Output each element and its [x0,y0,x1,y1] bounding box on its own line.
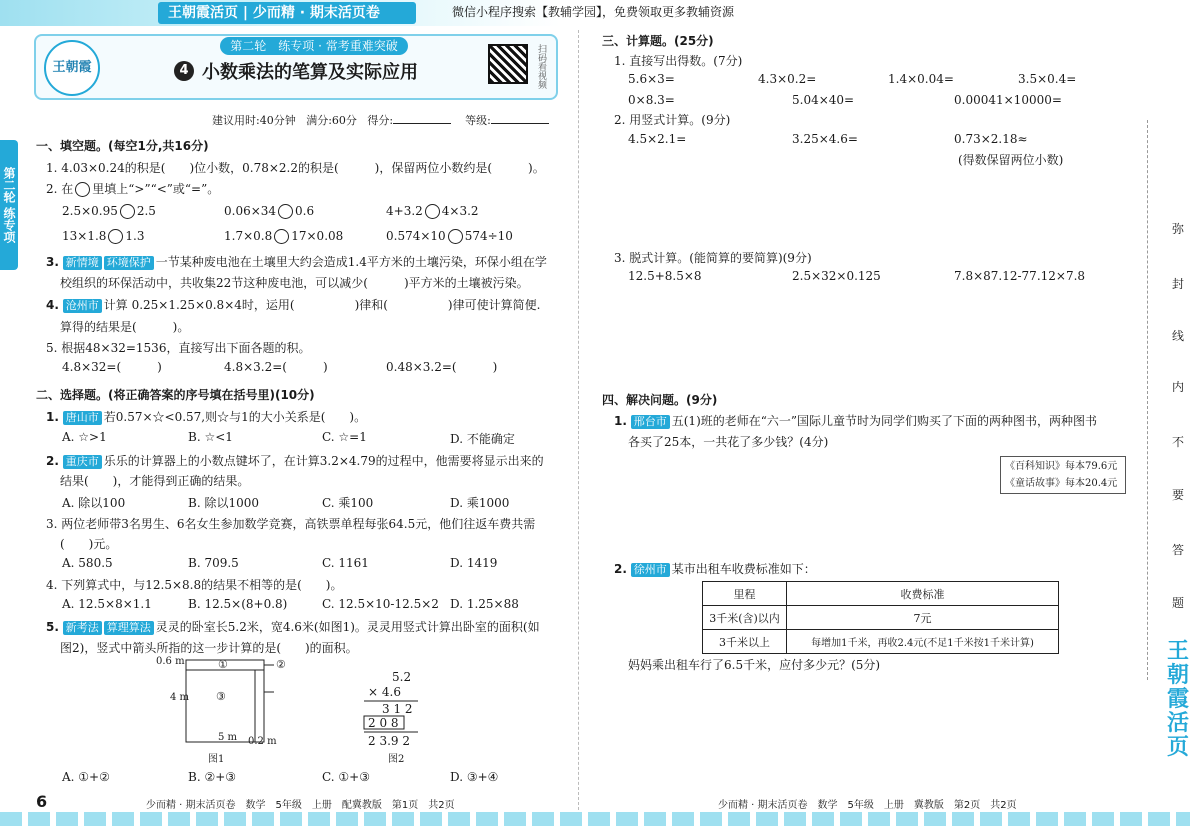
book-prices-box: 《百科知识》每本79.6元 《童话故事》每本20.4元 [1000,456,1126,494]
s2-q2: 2. 重庆市 乐乐的计算器上的小数点键坏了，在计算3.2×4.79的过程中，他需要将显示出来的 [46,454,544,468]
compare-circle-icon[interactable] [425,204,440,219]
brand-banner: 王朝霞活页 | 少而精 · 期末活页卷 [158,2,416,24]
logo: 王朝霞 [44,40,100,96]
footer-right: 少而精 · 期末活页卷 数学 5年级 上册 冀教版 第2页 共2页 [718,800,1017,811]
tag: 新情境 [63,256,102,270]
tag: 唐山市 [63,411,102,425]
lesson-header [34,34,558,100]
s1-q3: 3. 新情境 环境保护 一节某种废电池在土壤里大约会造成1.4平方米的土壤污染，环保小组在学 [46,255,547,269]
page-number: 6 [36,792,48,811]
lesson-number: 4 [174,61,194,81]
seal-cut-line [1147,120,1148,680]
wechat-notice: 微信小程序搜索【教辅学园】，免费领取更多教辅资源 [452,5,735,19]
tag: 沧州市 [63,299,102,313]
s2-q5: 5. 新考法 算理算法 灵灵的卧室长5.2米，宽4.6米(如图1)。灵灵用竖式计算出卧室的面积(如 [46,620,540,634]
tag: 徐州市 [631,563,670,577]
round-label: 第二轮 练专项 · 常考重难突破 [220,37,408,55]
tag: 邢台市 [631,415,670,429]
qr-caption: 扫码看视频 [536,44,546,89]
footer-left: 少而精 · 期末活页卷 数学 5年级 上册 配冀教版 第1页 共2页 [146,800,455,811]
tag: 环境保护 [104,256,154,270]
s4-q1: 1. 邢台市 五(1)班的老师在“六一”国际儿童节时为同学们购买了下面的两种图书，两种图书 [614,414,1098,428]
meta-line [212,112,549,128]
taxi-fare-table: 里程 收费标准 3千米(含)以内 7元 3千米以上 每增加1千米，再收2.4元(不足1千米按1千米计算) [702,581,1059,654]
qr-code-icon [488,44,528,84]
s1-q2: 2. 在 里填上“>”“<”或“=”。 [46,182,220,196]
page-divider [578,30,579,810]
compare-circle-icon[interactable] [274,229,289,244]
brand-vertical-logo: 王朝霞活页 [1166,639,1189,760]
tag: 重庆市 [63,455,102,469]
grade-label: 等级: [465,114,491,127]
section1-heading: 一、填空题。(每空1分,共16分) [36,139,209,153]
s4-q2: 2. 徐州市 某市出租车收费标准如下： [614,562,816,576]
section2-heading: 二、选择题。(将正确答案的序号填在括号里)(10分) [36,388,315,402]
score-label: 得分: [367,114,394,127]
side-tab: 第二轮 练专项 [0,140,18,270]
section4-heading: 四、解决问题。(9分) [602,393,718,407]
page-title: 小数乘法的笔算及实际应用 [202,62,418,83]
suggested-time: 建议用时:40分钟 [212,114,296,127]
s2-q1: 1. 唐山市 若0.57×☆<0.57,则☆与1的大小关系是( )。 [46,410,367,424]
compare-circle-icon[interactable] [120,204,135,219]
s1-q5: 5. 根据48×32=1536，直接写出下面各题的积。 [46,341,311,355]
full-score: 满分:60分 [306,114,357,127]
tag: 新考法 [63,621,102,635]
s1-q1: 1. 4.03×0.24的积是( )位小数，0.78×2.2的积是( )，保留两位小数约是( )。 [46,161,545,175]
s2-q3: 3. 两位老师带3名男生、6名女生参加数学竞赛，高铁票单程每张64.5元，他们往返车费共需 [46,517,536,531]
s1-q2-row1: 2.5×0.95 2.5 [62,204,156,218]
bottom-decoration [0,812,1190,826]
s1-q4: 4. 沧州市 计算 0.25×1.25×0.8×4时，运用( )律和( )律可使计算简便. [46,298,541,312]
s1-q2-row2: 13×1.8 1.3 [62,229,145,243]
compare-circle-icon [75,182,90,197]
s2-q4: 4. 下列算式中，与12.5×8.8的结果不相等的是( )。 [46,578,343,592]
score-blank[interactable] [393,114,451,124]
tag: 算理算法 [104,621,154,635]
compare-circle-icon[interactable] [278,204,293,219]
grade-blank[interactable] [491,114,549,124]
compare-circle-icon[interactable] [448,229,463,244]
compare-circle-icon[interactable] [108,229,123,244]
section3-heading: 三、计算题。(25分) [602,34,714,48]
